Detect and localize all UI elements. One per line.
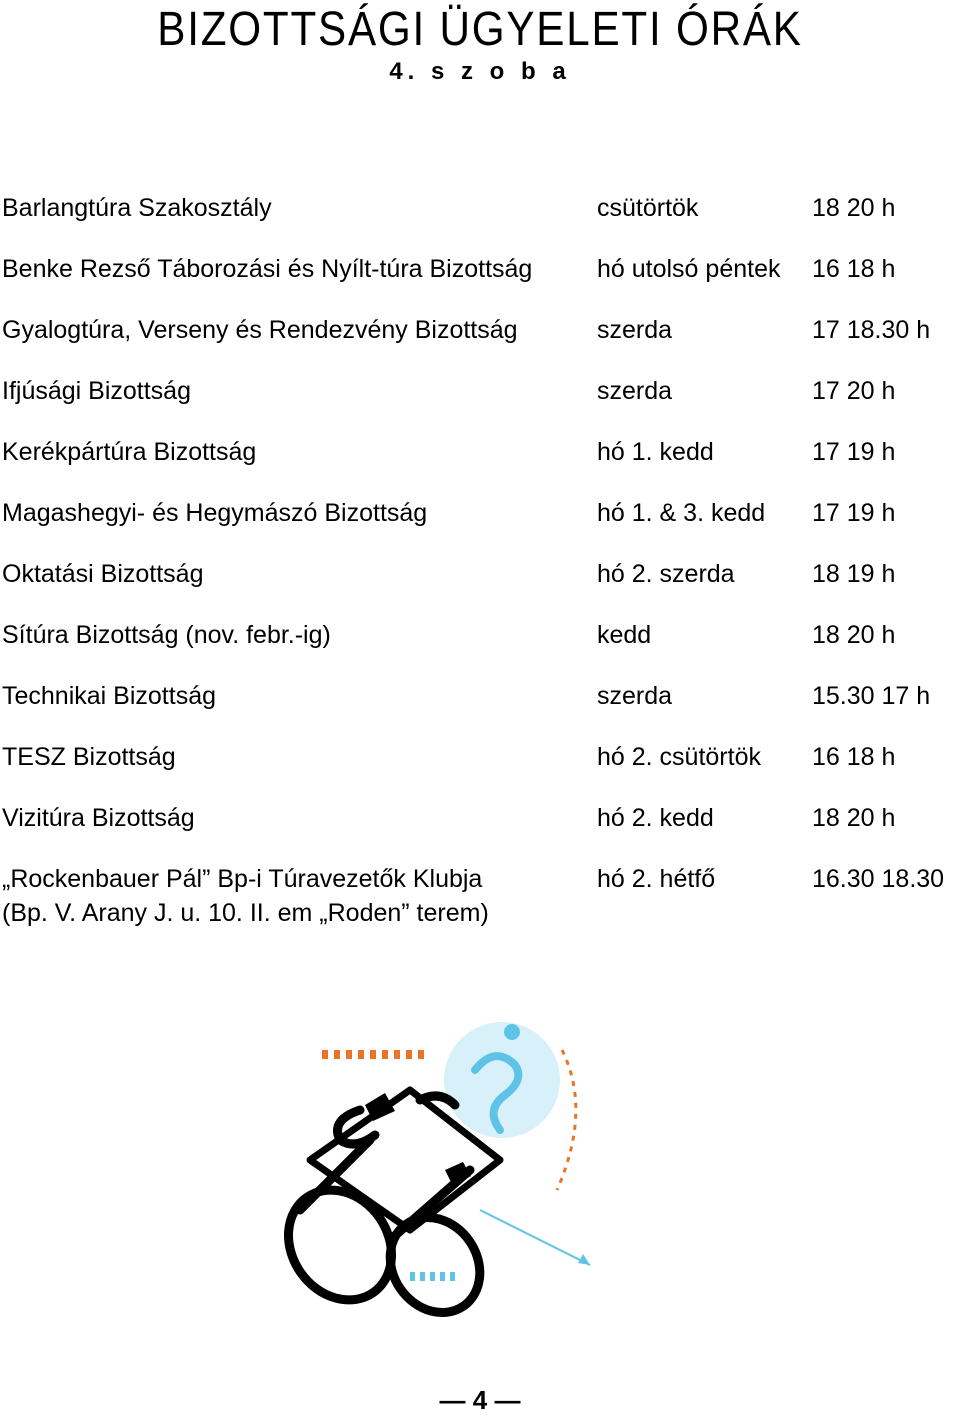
page-title: BIZOTTSÁGI ÜGYELETI ÓRÁK [157,3,803,56]
duty-day: hó 2. hétfő [597,865,716,893]
committee-name: Oktatási Bizottság [2,560,204,588]
duty-time: 18 20 h [812,621,896,649]
orange-dash-decoration [322,1050,424,1059]
committee-name: TESZ Bizottság [2,743,176,771]
duty-time: 18 19 h [812,560,896,588]
duty-time: 17 18.30 h [812,316,931,344]
duty-day: hó 2. szerda [597,560,735,588]
duty-day: hó 1. kedd [597,438,714,466]
duty-day: szerda [597,682,673,710]
table-row [2,739,960,800]
duty-day: csütörtök [597,194,699,222]
table-row [2,556,960,617]
duty-time: 17 20 h [812,377,896,405]
page-number [0,1385,960,1416]
table-row [2,678,960,739]
duty-time: 16.30 18.30 [812,865,945,893]
duty-day: szerda [597,316,673,344]
page-number-value: 4 [472,1385,488,1415]
table-row [2,861,960,927]
duty-day: hó 1. & 3. kedd [597,499,766,527]
duty-time: 16 18 h [812,743,896,771]
committee-name: Magashegyi- és Hegymászó Bizottság [2,499,428,527]
committee-name: Gyalogtúra, Verseny és Rendezvény Bizottság [2,316,518,344]
duty-day: hó utolsó péntek [597,255,781,283]
room-subtitle: 4. s z o b a [389,58,571,85]
duty-time: 17 19 h [812,499,896,527]
committee-name: Benke Rezső Táborozási és Nyílt-túra Bizottság [2,255,533,283]
duty-time: 17 19 h [812,438,896,466]
duty-day: hó 2. csütörtök [597,743,761,771]
page-number-dash-left: — [439,1385,473,1415]
club-name: „Rockenbauer Pál” Bp-i Túravezetők Klubja [2,865,483,893]
duty-day: hó 2. kedd [597,804,714,832]
binoculars-illustration [270,1010,610,1320]
duty-day: szerda [597,377,673,405]
orange-arc-decoration [557,1050,576,1190]
committee-name [2,861,489,929]
table-row [2,312,960,373]
globe-icon [444,1022,560,1138]
arrow-icon [480,1210,590,1265]
office-hours-table [2,190,960,927]
committee-name: Kerékpártúra Bizottság [2,438,257,466]
duty-time: 16 18 h [812,255,896,283]
committee-name: Ifjúsági Bizottság [2,377,191,405]
club-location: (Bp. V. Arany J. u. 10. II. em „Roden” terem) [2,899,489,927]
duty-time: 15.30 17 h [812,682,931,710]
blue-dash-decoration [410,1272,455,1281]
table-row [2,800,960,861]
committee-name: Sítúra Bizottság (nov. febr.-ig) [2,621,331,649]
table-row [2,190,960,251]
table-row [2,251,960,312]
table-row [2,434,960,495]
committee-name: Technikai Bizottság [2,682,217,710]
committee-name: Barlangtúra Szakosztály [2,194,272,222]
duty-day: kedd [597,621,652,649]
committee-name: Vizitúra Bizottság [2,804,195,832]
table-row [2,617,960,678]
table-row [2,373,960,434]
table-row [2,495,960,556]
duty-time: 18 20 h [812,804,896,832]
duty-time: 18 20 h [812,194,896,222]
page-number-dash-right: — [487,1385,521,1415]
